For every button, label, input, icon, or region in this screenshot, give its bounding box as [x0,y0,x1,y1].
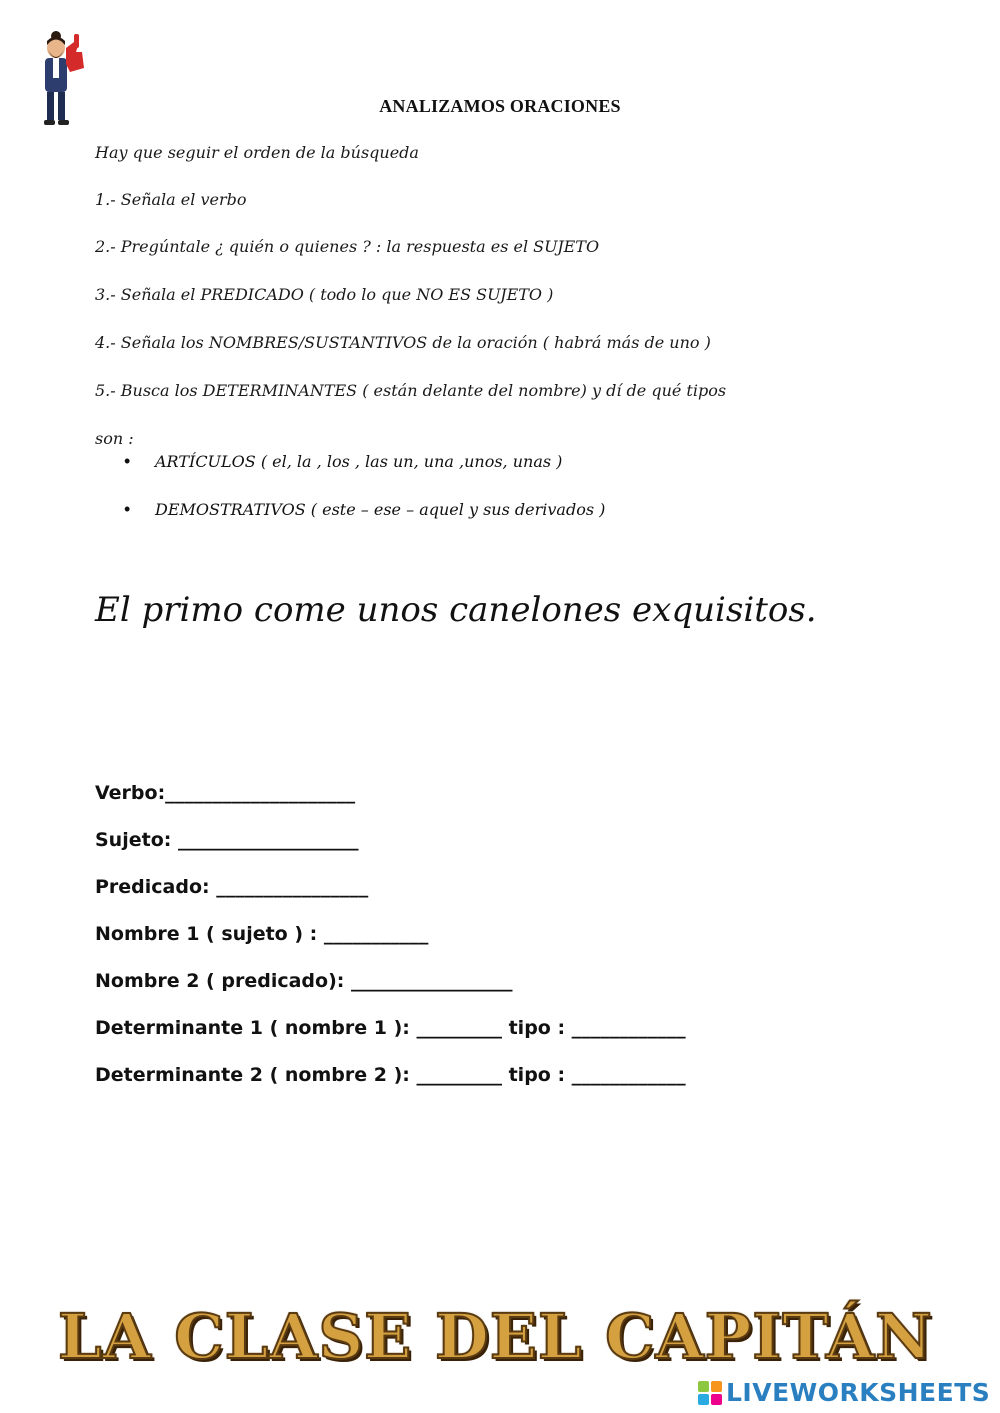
instructions-intro: Hay que seguir el orden de la búsqueda [95,143,419,162]
analysis-sentence: El primo come unos canelones exquisitos. [95,590,817,630]
logo-square [711,1381,722,1392]
field-nombre-1[interactable]: Nombre 1 ( sujeto ) : ___________ [95,923,429,945]
page-title: ANALIZAMOS ORACIONES [379,96,621,116]
logo-square [698,1381,709,1392]
field-nombre-2[interactable]: Nombre 2 ( predicado): _________________ [95,970,513,992]
field-predicado[interactable]: Predicado: ________________ [95,876,369,898]
field-determinante-2[interactable]: Determinante 2 ( nombre 2 ): _________ tipo : ____________ [95,1064,686,1086]
liveworksheets-brand[interactable] [698,1378,990,1407]
logo-square [698,1394,709,1405]
clase-del-capitan-logo: LA CLASE DEL CAPITÁN [58,1300,933,1373]
logo-square [711,1394,722,1405]
step-1: 1.- Señala el verbo [95,190,247,209]
step-5-continuation: son : [95,429,134,448]
bullet-dot-icon: • [124,499,131,519]
bullet-demostrativos: DEMOSTRATIVOS ( este – ese – aquel y sus derivados ) [155,500,606,519]
step-2: 2.- Pregúntale ¿ quién o quienes ? : la respuesta es el SUJETO [95,237,600,256]
bullet-articulos: ARTÍCULOS ( el, la , los , las un, una ,unos, unas ) [155,452,563,471]
step-5: 5.- Busca los DETERMINANTES ( están delante del nombre) y dí de qué tipos [95,381,727,400]
field-sujeto[interactable]: Sujeto: ___________________ [95,829,359,851]
field-determinante-1[interactable]: Determinante 1 ( nombre 1 ): _________ tipo : ____________ [95,1017,686,1039]
field-verbo[interactable]: Verbo:____________________ [95,782,356,804]
liveworksheets-label: LIVEWORKSHEETS [726,1378,991,1407]
liveworksheets-logo-icon [698,1381,722,1405]
bullet-dot-icon: • [124,451,131,471]
step-4: 4.- Señala los NOMBRES/SUSTANTIVOS de la oración ( habrá más de uno ) [95,333,711,352]
step-3: 3.- Señala el PREDICADO ( todo lo que NO ES SUJETO ) [95,285,554,304]
